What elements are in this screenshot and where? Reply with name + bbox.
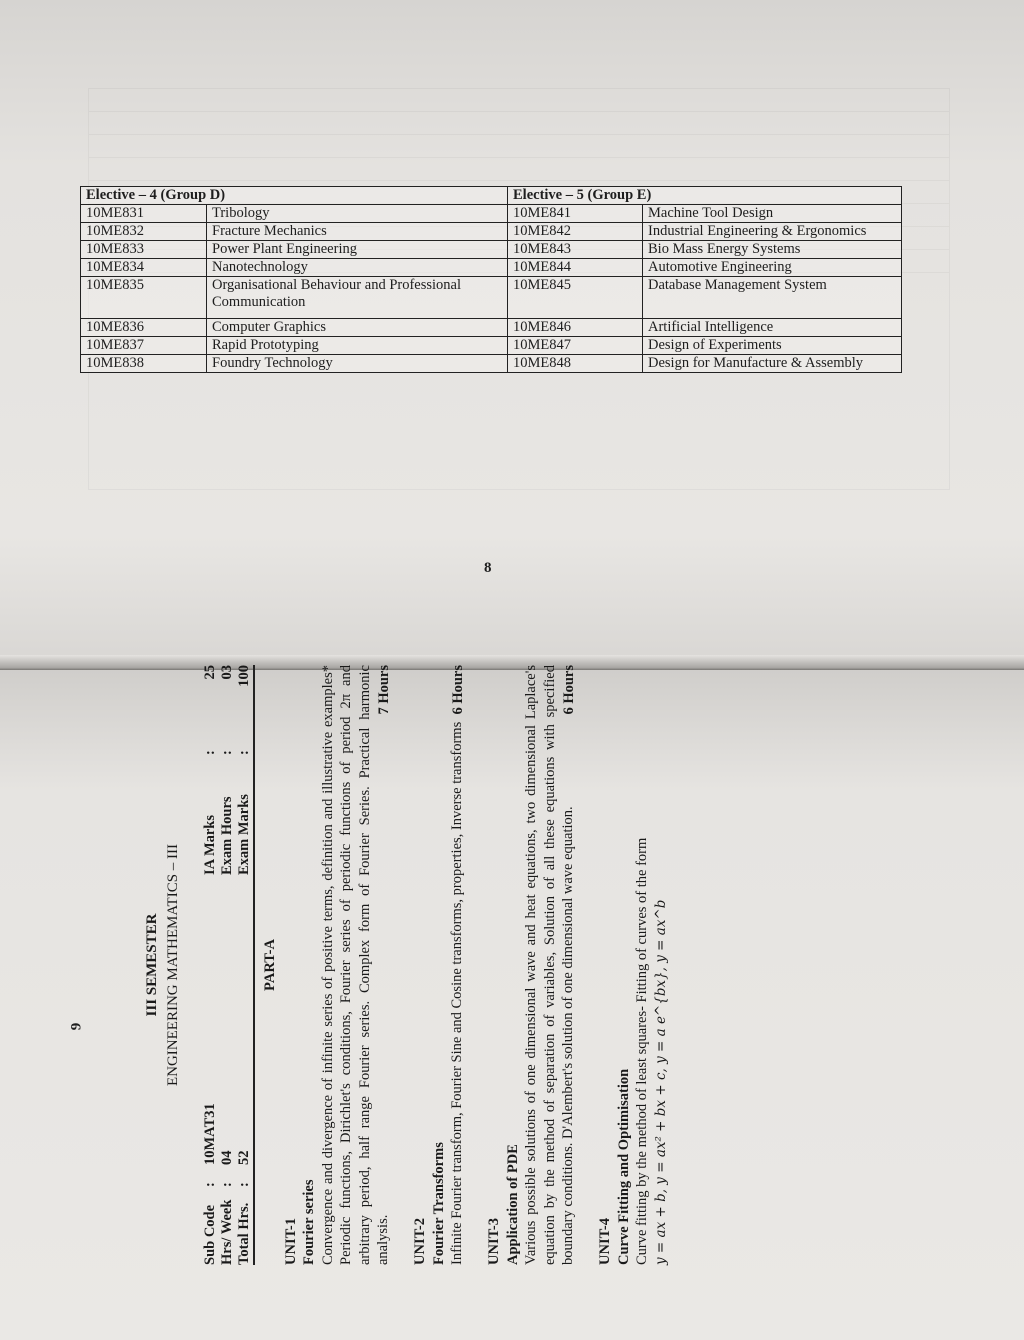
ia-marks-value: 25 xyxy=(202,665,218,680)
code-d: 10ME833 xyxy=(81,241,207,259)
code-d: 10ME835 xyxy=(81,277,207,319)
unit-2-body: Infinite Fourier transform, Fourier Sine and Cosine transforms, properties, Inverse transforms xyxy=(449,721,465,1265)
title-d: Tribology xyxy=(207,205,508,223)
colon: : xyxy=(236,725,254,755)
elective-table xyxy=(80,186,902,373)
table-row xyxy=(81,277,902,319)
title-d: Rapid Prototyping xyxy=(207,337,508,355)
title-e: Automotive Engineering xyxy=(643,259,902,277)
course-meta-table xyxy=(202,665,255,1265)
unit-2-hours: 6 Hours xyxy=(449,665,466,715)
colon: : xyxy=(202,750,218,755)
title-e: Machine Tool Design xyxy=(643,205,902,223)
unit-4-title: Curve Fitting and Optimisation xyxy=(615,1068,632,1265)
code-d: 10ME838 xyxy=(81,355,207,373)
title-d: Fracture Mechanics xyxy=(207,223,508,241)
colon: : xyxy=(219,1182,235,1187)
rotated-syllabus-page xyxy=(143,665,893,1265)
unit-3-body: Various possible solutions of one dimensional wave and heat equations, two dimensional Laplace's equation by the method of separation of variables, Solution of all these equations with specified boundary conditions. D'Alembert's solution of one dimensional wave equation. xyxy=(523,665,576,1265)
unit-4-label: UNIT-4 xyxy=(597,1217,613,1265)
title-d: Nanotechnology xyxy=(207,259,508,277)
unit-4-formula: y = ax + b, y = ax² + bx + c, y = a e^{bx}, y = ax^b xyxy=(652,899,669,1265)
colon: : xyxy=(202,1182,218,1187)
unit-3-hours: 6 Hours xyxy=(560,665,577,715)
table-header-row xyxy=(81,187,902,205)
title-d: Foundry Technology xyxy=(207,355,508,373)
exam-marks-value: 100 xyxy=(236,665,254,725)
code-e: 10ME843 xyxy=(508,241,643,259)
unit-3-label: UNIT-3 xyxy=(486,1217,502,1265)
course-title: ENGINEERING MATHEMATICS – III xyxy=(164,843,181,1087)
exam-hours-value: 03 xyxy=(219,665,235,680)
sub-code-label: Sub Code xyxy=(202,1204,218,1265)
table-row xyxy=(81,337,902,355)
colon: : xyxy=(219,750,235,755)
table-row xyxy=(81,355,902,373)
table-row xyxy=(81,205,902,223)
exam-hours-label: Exam Hours xyxy=(219,796,235,875)
code-e: 10ME847 xyxy=(508,337,643,355)
part-a-heading: PART-A xyxy=(262,939,278,991)
title-e: Industrial Engineering & Ergonomics xyxy=(643,223,902,241)
page-number-8: 8 xyxy=(484,560,492,576)
title-d: Organisational Behaviour and Professional Communication xyxy=(207,277,508,319)
code-e: 10ME845 xyxy=(508,277,643,319)
ia-marks-label: IA Marks xyxy=(202,814,218,875)
code-d: 10ME831 xyxy=(81,205,207,223)
unit-1-hours: 7 Hours xyxy=(375,665,392,715)
semester-heading: III SEMESTER xyxy=(144,913,160,1017)
title-d: Computer Graphics xyxy=(207,319,508,337)
title-e: Bio Mass Energy Systems xyxy=(643,241,902,259)
code-e: 10ME842 xyxy=(508,223,643,241)
code-e: 10ME844 xyxy=(508,259,643,277)
total-hrs-label: Total Hrs. xyxy=(236,1187,254,1265)
title-e: Design of Experiments xyxy=(643,337,902,355)
unit-1-body: Convergence and divergence of infinite series of positive terms, definition and illustrative examples* Periodic functions, Dirichlet's conditions, Fourier series of periodic functions of period 2π and arbitrary period, half range Fourier series. Complex form of Fourier Series. Practical harmonic analysis. xyxy=(319,665,391,1265)
sub-code-value: 10MAT31 xyxy=(202,1103,218,1165)
code-e: 10ME848 xyxy=(508,355,643,373)
unit-2-title: Fourier Transforms xyxy=(430,1142,447,1265)
total-hrs-value: 52 xyxy=(236,875,254,1165)
page-number-9: 9 xyxy=(68,1022,85,1031)
exam-marks-label: Exam Marks xyxy=(236,755,254,875)
code-d: 10ME832 xyxy=(81,223,207,241)
colon: : xyxy=(236,1165,254,1187)
unit-1-title: Fourier series xyxy=(301,1179,317,1265)
title-e: Artificial Intelligence xyxy=(643,319,902,337)
code-e: 10ME841 xyxy=(508,205,643,223)
unit-4-body: Curve fitting by the method of least squares- Fitting of curves of the form xyxy=(634,837,650,1265)
title-e: Database Management System xyxy=(643,277,902,319)
title-d: Power Plant Engineering xyxy=(207,241,508,259)
table-row xyxy=(81,259,902,277)
header-group-e: Elective – 5 (Group E) xyxy=(508,187,902,205)
code-d: 10ME834 xyxy=(81,259,207,277)
unit-3-title: Application of PDE xyxy=(504,1144,521,1265)
code-e: 10ME846 xyxy=(508,319,643,337)
table-row xyxy=(81,241,902,259)
table-row xyxy=(81,319,902,337)
code-d: 10ME836 xyxy=(81,319,207,337)
unit-2-label: UNIT-2 xyxy=(412,1217,428,1265)
unit-1-label: UNIT-1 xyxy=(282,1217,299,1265)
header-group-d: Elective – 4 (Group D) xyxy=(81,187,508,205)
code-d: 10ME837 xyxy=(81,337,207,355)
table-row xyxy=(81,223,902,241)
hrs-week-label: Hrs/ Week xyxy=(219,1199,235,1265)
title-e: Design for Manufacture & Assembly xyxy=(643,355,902,373)
hrs-week-value: 04 xyxy=(219,1150,235,1165)
